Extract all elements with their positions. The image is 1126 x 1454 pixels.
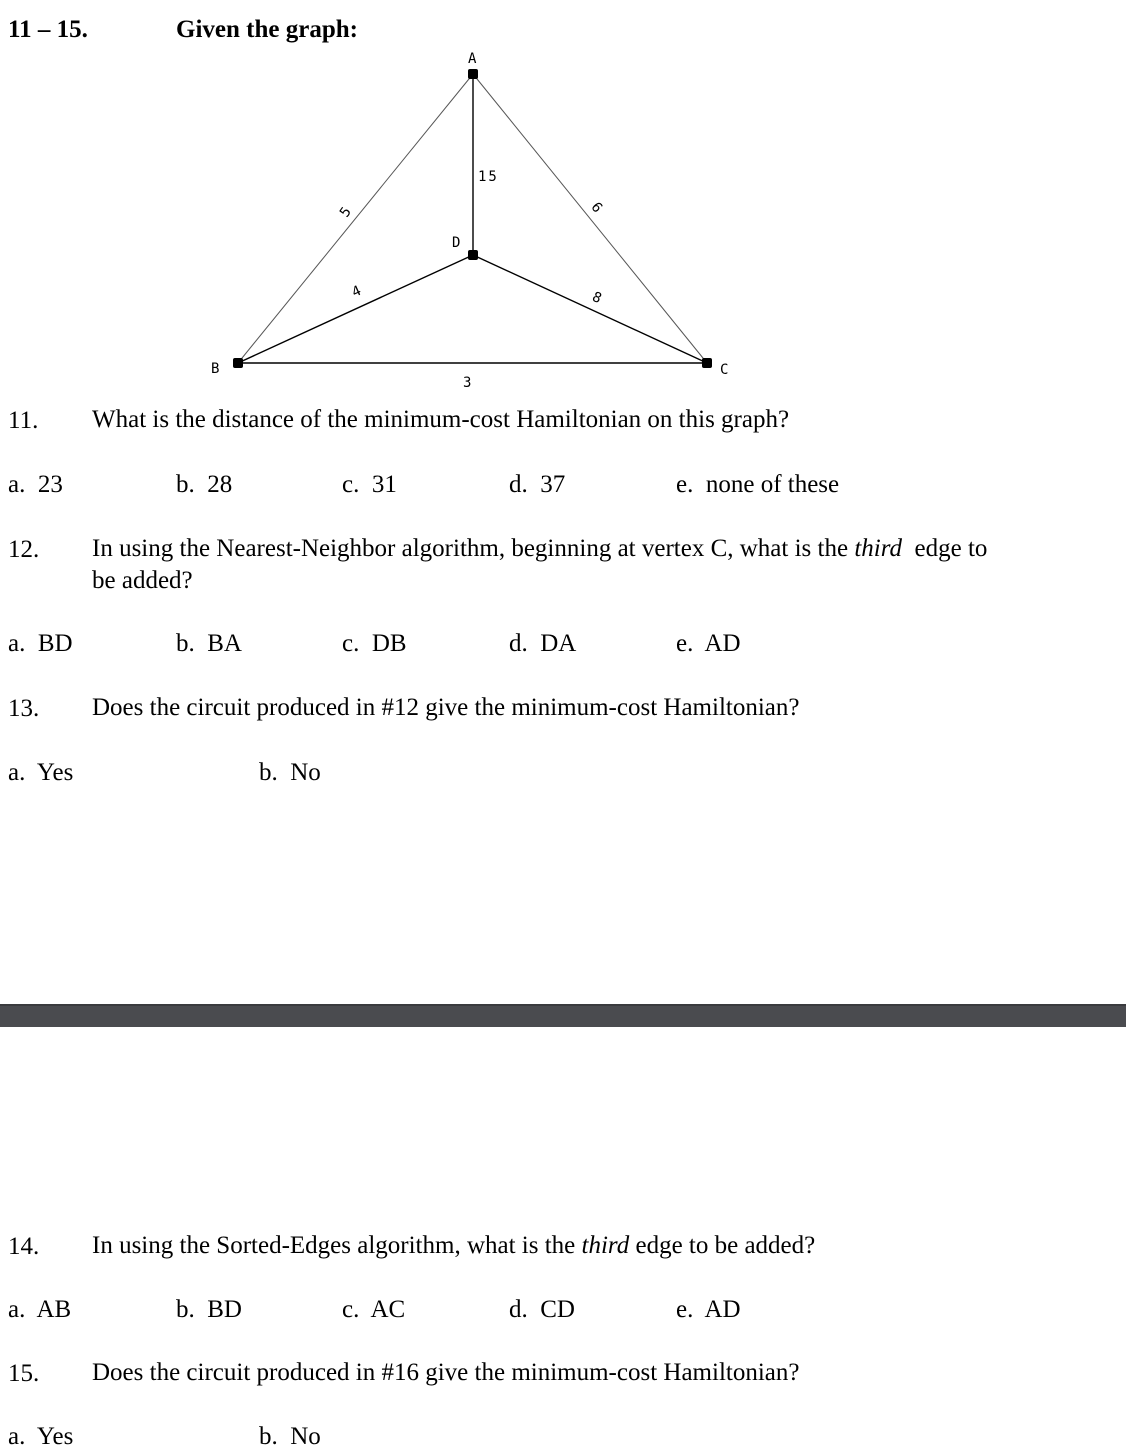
edge-AC bbox=[473, 74, 707, 363]
edge-AB bbox=[238, 74, 473, 363]
question-number: 12. bbox=[8, 536, 40, 563]
vertex-label-C: C bbox=[720, 362, 729, 378]
answer-option: c. AC bbox=[342, 1296, 406, 1323]
weight-AB: 5 bbox=[336, 204, 355, 221]
answer-option: a. Yes bbox=[8, 759, 74, 786]
answer-option: a. Yes bbox=[8, 1423, 74, 1450]
answer-option: a. 23 bbox=[8, 471, 63, 498]
vertex-label-B: B bbox=[211, 361, 220, 377]
answer-option: d. DA bbox=[509, 630, 577, 657]
weight-BD: 4 bbox=[349, 282, 364, 301]
question-text: Does the circuit produced in #12 give the minimum-cost Hamiltonian? bbox=[92, 694, 800, 721]
vertex-B-dot bbox=[233, 358, 243, 368]
question-text: In using the Sorted-Edges algorithm, what is the third edge to be added? bbox=[92, 1232, 816, 1259]
question-number: 11. bbox=[8, 407, 39, 434]
answer-option: e. AD bbox=[676, 630, 741, 657]
question-text: Does the circuit produced in #16 give the minimum-cost Hamiltonian? bbox=[92, 1359, 800, 1386]
answer-option: b. BD bbox=[176, 1296, 242, 1323]
edge-DC bbox=[473, 255, 707, 363]
question-text-continued: be added? bbox=[92, 567, 193, 594]
vertex-D-dot bbox=[468, 250, 478, 260]
weight-AC: 6 bbox=[587, 199, 606, 217]
answer-option: a. AB bbox=[8, 1296, 72, 1323]
vertex-label-D: D bbox=[452, 235, 461, 251]
answer-option: d. CD bbox=[509, 1296, 575, 1323]
page-divider bbox=[0, 1004, 1126, 1027]
graph-figure bbox=[0, 0, 1126, 400]
answer-option: c. 31 bbox=[342, 471, 397, 498]
question-number: 15. bbox=[8, 1360, 40, 1387]
question-text: What is the distance of the minimum-cost Hamiltonian on this graph? bbox=[92, 406, 790, 433]
answer-option: b. No bbox=[259, 1423, 321, 1450]
question-number: 14. bbox=[8, 1233, 40, 1260]
weight-DC: 8 bbox=[589, 288, 604, 308]
answer-option: e. none of these bbox=[676, 471, 840, 498]
weight-BC: 3 bbox=[463, 375, 472, 391]
section-title: Given the graph: bbox=[176, 16, 358, 43]
vertex-label-A: A bbox=[468, 51, 477, 67]
answer-option: b. 28 bbox=[176, 471, 233, 498]
vertex-A-dot bbox=[468, 69, 478, 79]
answer-option: b. BA bbox=[176, 630, 242, 657]
edge-BD bbox=[238, 255, 473, 363]
answer-option: a. BD bbox=[8, 630, 73, 657]
vertex-C-dot bbox=[702, 358, 712, 368]
weight-AD: 15 bbox=[478, 169, 499, 185]
answer-option: b. No bbox=[259, 759, 321, 786]
answer-option: d. 37 bbox=[509, 471, 566, 498]
question-text: In using the Nearest-Neighbor algorithm, beginning at vertex C, what is the third edge to bbox=[92, 535, 988, 562]
problem-range: 11 – 15. bbox=[8, 16, 88, 43]
answer-option: e. AD bbox=[676, 1296, 741, 1323]
question-number: 13. bbox=[8, 695, 40, 722]
answer-option: c. DB bbox=[342, 630, 407, 657]
